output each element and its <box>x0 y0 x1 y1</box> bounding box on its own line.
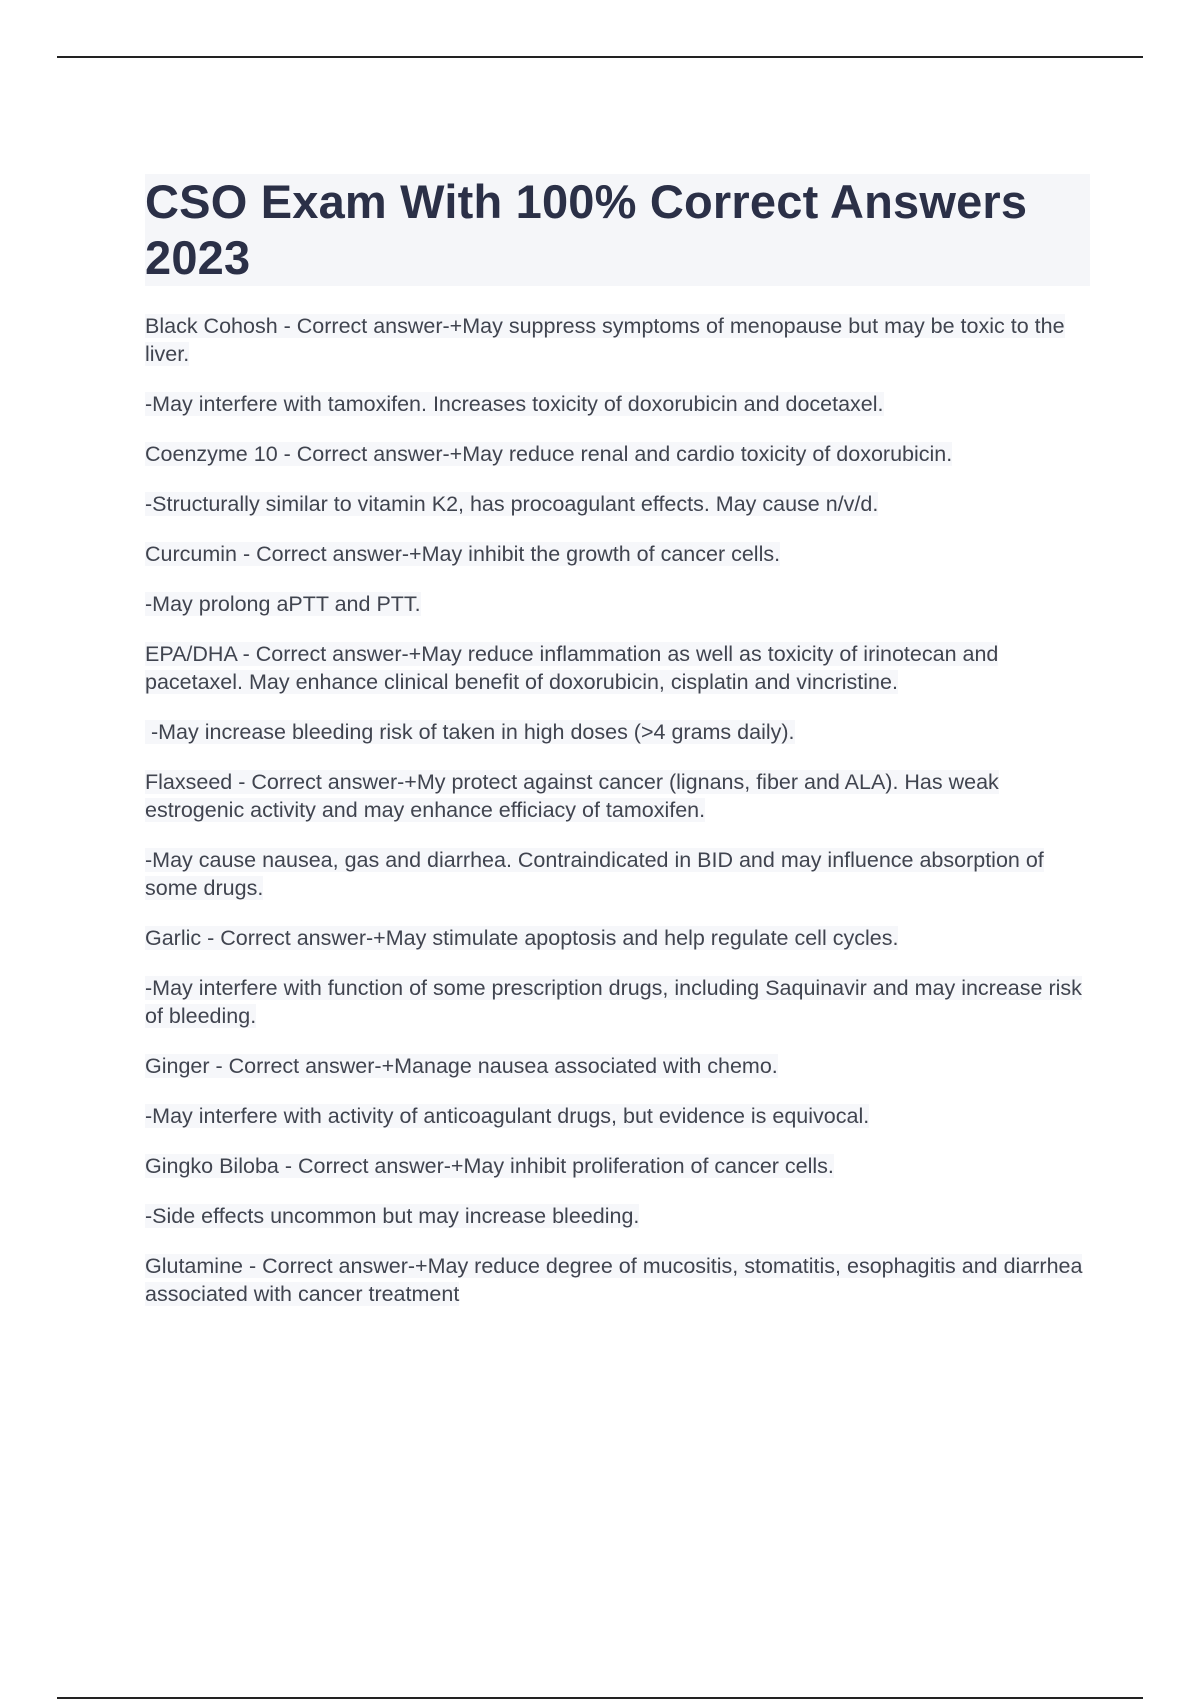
header-rule <box>57 56 1143 58</box>
paragraph-flaxseed-note: -May cause nausea, gas and diarrhea. Contraindicated in BID and may influence absorption of some drugs. <box>145 848 1044 900</box>
paragraph-ginger: Ginger - Correct answer-+Manage nausea associated with chemo. <box>145 1054 778 1078</box>
paragraph-coenzyme-10: Coenzyme 10 - Correct answer-+May reduce renal and cardio toxicity of doxorubicin. <box>145 442 953 466</box>
paragraph-gingko-biloba: Gingko Biloba - Correct answer-+May inhibit proliferation of cancer cells. <box>145 1154 834 1178</box>
paragraph-epa-dha: EPA/DHA - Correct answer-+May reduce inflammation as well as toxicity of irinotecan and pacetaxel. May enhance clinical benefit of doxorubicin, cisplatin and vincristine. <box>145 642 999 694</box>
paragraph-garlic-note: -May interfere with function of some prescription drugs, including Saquinavir and may increase risk of bleeding. <box>145 976 1082 1028</box>
document-body <box>145 174 1090 1330</box>
paragraph-curcumin: Curcumin - Correct answer-+May inhibit the growth of cancer cells. <box>145 542 781 566</box>
paragraph-flaxseed: Flaxseed - Correct answer-+My protect against cancer (lignans, fiber and ALA). Has weak estrogenic activity and may enhance efficiacy of tamoxifen. <box>145 770 999 822</box>
paragraph-glutamine: Glutamine - Correct answer-+May reduce degree of mucositis, stomatitis, esophagitis and diarrhea associated with cancer treatment <box>145 1254 1083 1306</box>
paragraph-coenzyme-10-note: -Structurally similar to vitamin K2, has procoagulant effects. May cause n/v/d. <box>145 492 879 516</box>
document-title: CSO Exam With 100% Correct Answers 2023 <box>145 174 1090 286</box>
paragraph-black-cohosh-note: -May interfere with tamoxifen. Increases toxicity of doxorubicin and docetaxel. <box>145 392 884 416</box>
paragraph-garlic: Garlic - Correct answer-+May stimulate apoptosis and help regulate cell cycles. <box>145 926 899 950</box>
footer-rule <box>57 1697 1143 1699</box>
paragraph-ginger-note: -May interfere with activity of anticoagulant drugs, but evidence is equivocal. <box>145 1104 870 1128</box>
paragraph-black-cohosh: Black Cohosh - Correct answer-+May suppress symptoms of menopause but may be toxic to the liver. <box>145 314 1065 366</box>
paragraph-epa-dha-note: -May increase bleeding risk of taken in high doses (>4 grams daily). <box>145 720 795 744</box>
paragraph-curcumin-note: -May prolong aPTT and PTT. <box>145 592 421 616</box>
paragraph-gingko-biloba-note: -Side effects uncommon but may increase bleeding. <box>145 1204 640 1228</box>
